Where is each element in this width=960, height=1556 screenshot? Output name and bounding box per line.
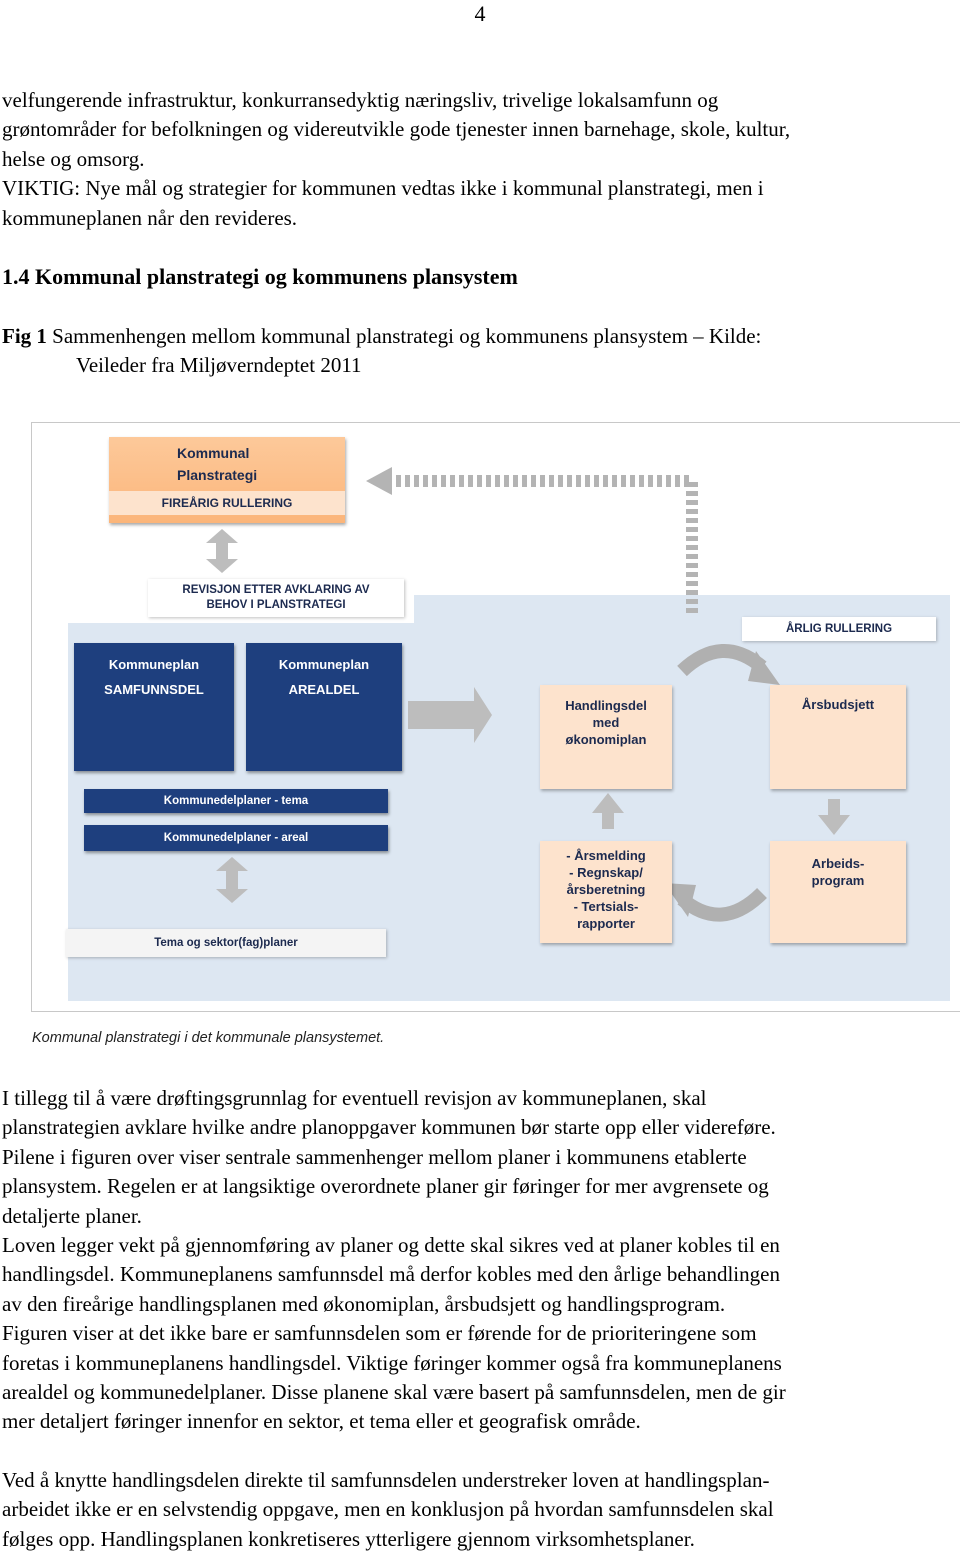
- revisjon-line-1: REVISJON ETTER AVKLARING AV: [182, 584, 370, 596]
- arealdel-sub: AREALDEL: [288, 682, 360, 697]
- page-number: 4: [474, 1, 486, 26]
- figure-label: Fig 1: [2, 324, 47, 348]
- arlig-rullering-label: ÅRLIG RULLERING: [742, 617, 936, 641]
- arsmelding-box: [540, 841, 672, 943]
- arbeidsprogram-line-1: Arbeids-: [811, 856, 865, 871]
- figure-inner-caption: Kommunal planstrategi i det kommunale plansystemet.: [32, 1030, 385, 1046]
- text-line: Ved å knytte handlingsdelen direkte til samfunnsdelen understreker loven at handlingsplan-: [2, 1468, 770, 1492]
- handlingsdel-box: [540, 685, 672, 789]
- caption-line-2: Veileder fra Miljøverndeptet 2011: [76, 353, 362, 378]
- text-line: grøntområder for befolkningen og videreutvikle gode tjenester innen barnehage, skole, kultur,: [2, 117, 791, 142]
- text-line: arealdel og kommunedelplaner. Disse planene skal være basert på samfunnsdelen, men de gir: [2, 1380, 786, 1405]
- figure-caption: [2, 322, 952, 381]
- text-line: VIKTIG: Nye mål og strategier for kommunen vedtas ikke i kommunal planstrategi, men i: [2, 176, 764, 201]
- text-line: Pilene i figuren over viser sentrale sammenhenger mellom planer i kommunens etablerte: [2, 1144, 747, 1169]
- text-line: plansystem. Regelen er at langsiktige overordnete planer gir føringer for mer avgrensete og: [2, 1174, 769, 1199]
- text-line: detaljerte planer.: [2, 1203, 142, 1228]
- planstrategi-title-2: Planstrategi: [177, 467, 258, 483]
- section-heading: 1.4 Kommunal planstrategi og kommunens plansystem: [2, 264, 518, 289]
- caption-line-1: Sammenhengen mellom kommunal planstrategi og kommunens plansystem – Kilde:: [46, 324, 762, 348]
- handlingsdel-line-1: Handlingsdel: [565, 698, 647, 713]
- revisjon-line-2: BEHOV I PLANSTRATEGI: [206, 599, 346, 611]
- text-line: I tillegg til å være drøftingsgrunnlag for eventuell revisjon av kommuneplanen, skal: [2, 1086, 707, 1110]
- body-paragraph-1: [2, 1084, 958, 1437]
- planstrategi-box: [109, 437, 345, 523]
- arsbudsjett-box: [770, 685, 906, 789]
- text-line: velfungerende infrastruktur, konkurransedyktig næringsliv, trivelige lokalsamfunn og: [2, 88, 719, 112]
- handlingsdel-line-3: økonomiplan: [565, 732, 647, 747]
- text-line: av den fireårige handlingsplanen med økonomiplan, årsbudsjett og handlingsprogram.: [2, 1291, 726, 1316]
- planstrategi-sub: FIREÅRIG RULLERING: [109, 491, 345, 515]
- delplaner-areal-box: Kommunedelplaner - areal: [84, 825, 388, 851]
- planstrategi-title-1: Kommunal: [177, 445, 250, 461]
- sektorplaner-box: Tema og sektor(fag)planer: [66, 929, 386, 957]
- text-line: foretas i kommuneplanens handlingsdel. Viktige føringer kommer også fra kommuneplanens: [2, 1350, 782, 1375]
- text-line: følges opp. Handlingsplanen konkretiseres ytterligere gjennom virksomhetsplaner.: [2, 1526, 695, 1551]
- text-line: handlingsdel. Kommuneplanens samfunnsdel må derfor kobles med den årlige behandlingen: [2, 1262, 780, 1287]
- arbeidsprogram-box: [770, 841, 906, 943]
- arealdel-title: Kommuneplan: [278, 657, 370, 672]
- arsmelding-line-3: årsberetning: [566, 882, 646, 897]
- text-line: Loven legger vekt på gjennomføring av planer og dette skal sikres ved at planer kobles til en: [2, 1233, 780, 1258]
- arbeidsprogram-line-2: program: [811, 873, 865, 888]
- intro-paragraph: [2, 86, 958, 233]
- text-line: arbeidet ikke er en selvstendig oppgave, men en konklusjon på hvordan samfunnsdelen skal: [2, 1497, 774, 1522]
- delplaner-tema-box: Kommunedelplaner - tema: [84, 789, 388, 813]
- samfunnsdel-sub: SAMFUNNSDEL: [104, 682, 204, 697]
- text-line: mer detaljert føringer innenfor en sektor, et tema eller et geografisk område.: [2, 1409, 641, 1434]
- revisjon-label: [148, 579, 404, 617]
- arsmelding-line-1: - Årsmelding: [566, 848, 646, 863]
- arsmelding-line-4: - Tertsials-: [573, 899, 639, 914]
- text-line: kommuneplanen når den revideres.: [2, 205, 298, 230]
- text-line: helse og omsorg.: [2, 146, 145, 171]
- handlingsdel-line-2: med: [592, 715, 620, 730]
- plan-system-figure: [31, 422, 960, 1012]
- arsmelding-line-2: - Regnskap/: [569, 865, 643, 880]
- samfunnsdel-box: [74, 643, 234, 771]
- arsmelding-line-5: rapporter: [577, 916, 635, 931]
- arsbudsjett-label: Årsbudsjett: [801, 697, 875, 712]
- text-line: Figuren viser at det ikke bare er samfunnsdelen som er førende for de prioriteringene som: [2, 1321, 757, 1346]
- body-paragraph-2: [2, 1466, 958, 1554]
- samfunnsdel-title: Kommuneplan: [108, 657, 200, 672]
- text-line: planstrategien avklare hvilke andre planoppgaver kommunen bør starte opp eller videreføre.: [2, 1115, 776, 1140]
- arealdel-box: [246, 643, 402, 771]
